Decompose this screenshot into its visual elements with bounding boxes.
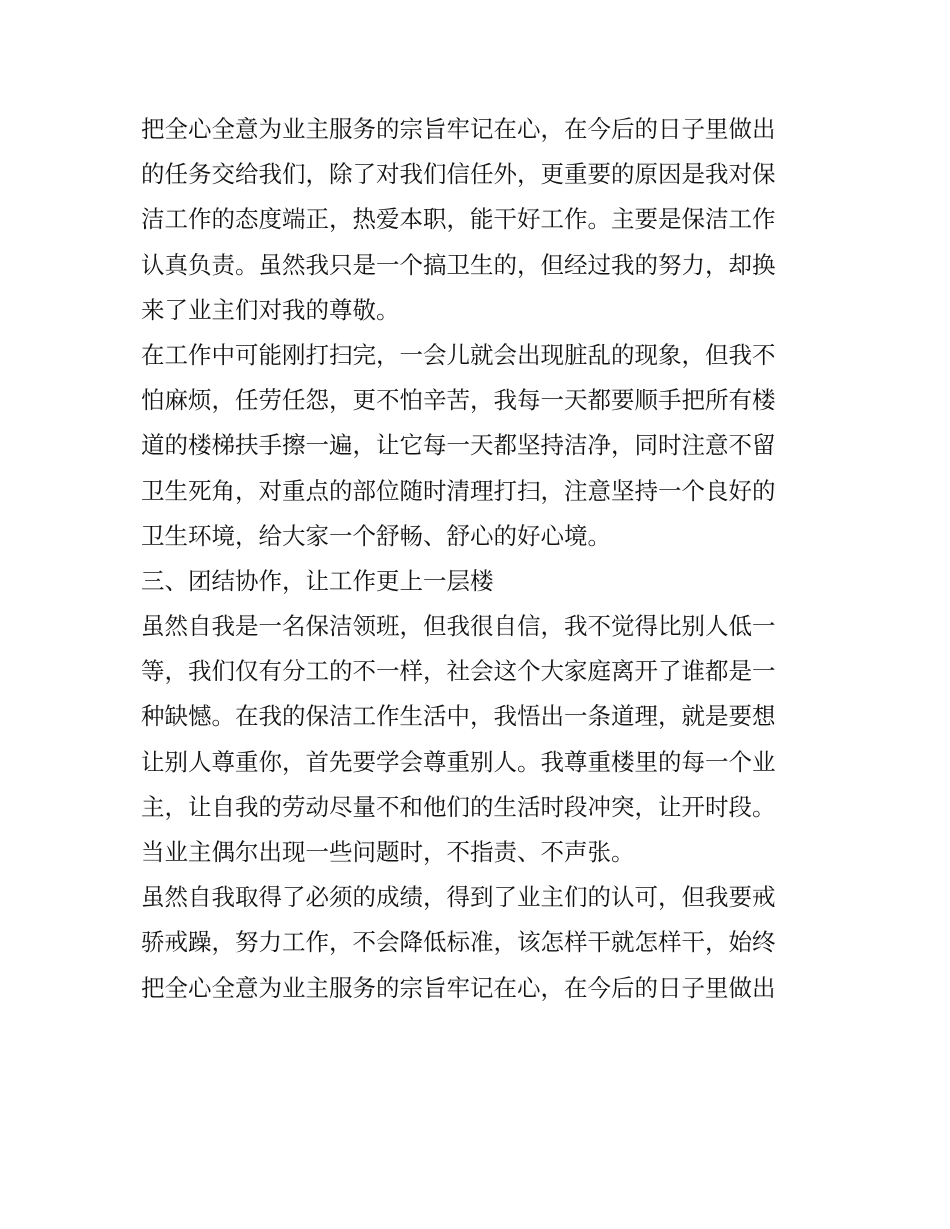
- document-body: [141, 107, 821, 1011]
- text-line: 骄戒躁，努力工作，不会降低标准，该怎样干就怎样干，始终: [141, 928, 776, 957]
- text-line: 洁工作的态度端正，热爱本职，能干好工作。主要是保洁工作: [141, 205, 776, 234]
- text-line: 认真负责。虽然我只是一个搞卫生的，但经过我的努力，却换: [141, 250, 776, 279]
- text-line: 把全心全意为业主服务的宗旨牢记在心，在今后的日子里做出: [141, 115, 776, 143]
- text-line: 道的楼梯扶手擦一遍，让它每一天都坚持洁净，同时注意不留: [141, 431, 776, 460]
- text-line: 在工作中可能刚打扫完，一会儿就会出现脏乱的现象，但我不: [141, 340, 776, 369]
- text-line: 卫生环境，给大家一个舒畅、舒心的好心境。: [141, 521, 611, 550]
- text-line: 来了业主们对我的尊敬。: [141, 295, 400, 324]
- text-line: 等，我们仅有分工的不一样，社会这个大家庭离开了谁都是一: [141, 657, 776, 686]
- text-line: 卫生死角，对重点的部位随时清理打扫，注意坚持一个良好的: [141, 476, 776, 505]
- section-heading: 三、团结协作，让工作更上一层楼: [141, 566, 494, 595]
- text-line: 虽然自我取得了必须的成绩，得到了业主们的认可，但我要戒: [141, 883, 776, 912]
- text-line: 让别人尊重你，首先要学会尊重别人。我尊重楼里的每一个业: [141, 747, 776, 776]
- text-line: 当业主偶尔出现一些问题时，不指责、不声张。: [141, 838, 635, 866]
- text-line: 主，让自我的劳动尽量不和他们的生活时段冲突，让开时段。: [141, 792, 776, 821]
- text-line: 虽然自我是一名保洁领班，但我很自信，我不觉得比别人低一: [141, 612, 776, 641]
- text-line: 把全心全意为业主服务的宗旨牢记在心，在今后的日子里做出: [141, 973, 776, 1002]
- text-line: 的任务交给我们，除了对我们信任外，更重要的原因是我对保: [141, 160, 776, 189]
- text-line: 种缺憾。在我的保洁工作生活中，我悟出一条道理，就是要想: [141, 702, 776, 731]
- text-line: 怕麻烦，任劳任怨，更不怕辛苦，我每一天都要顺手把所有楼: [141, 386, 776, 415]
